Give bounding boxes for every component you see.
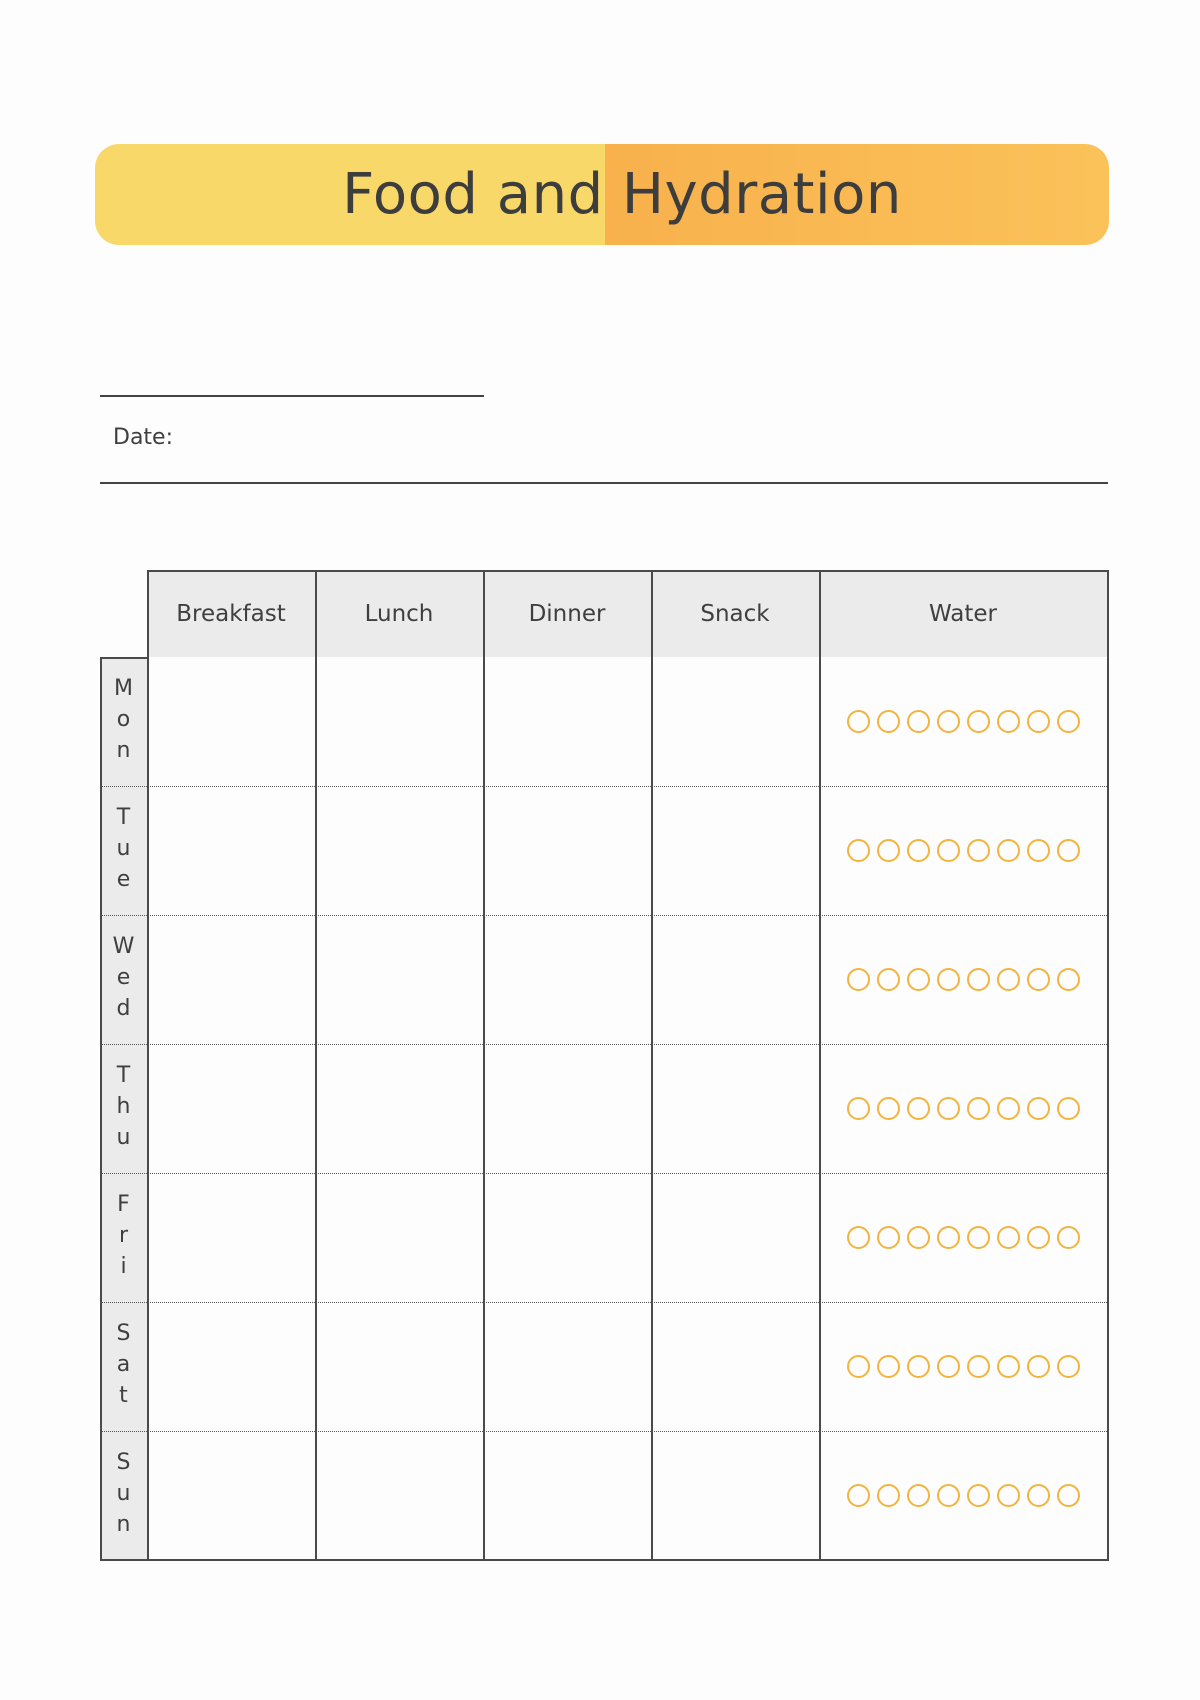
water-circle-icon[interactable] xyxy=(1027,968,1050,991)
water-circle-icon[interactable] xyxy=(847,968,870,991)
water-circle-icon[interactable] xyxy=(1027,710,1050,733)
title-banner xyxy=(95,144,1109,245)
day-letter: T xyxy=(116,805,131,830)
meal-cell-lunch-mon[interactable] xyxy=(317,659,481,784)
water-circle-icon[interactable] xyxy=(1057,1097,1080,1120)
day-letter: u xyxy=(116,1125,131,1150)
meal-cell-breakfast-tue[interactable] xyxy=(149,788,313,913)
meal-cell-breakfast-sat[interactable] xyxy=(149,1304,313,1429)
water-circle-icon[interactable] xyxy=(967,1097,990,1120)
day-letter: a xyxy=(116,1352,131,1377)
day-letter: M xyxy=(114,676,133,701)
name-line[interactable] xyxy=(100,395,484,397)
water-circle-icon[interactable] xyxy=(937,839,960,862)
day-letter: r xyxy=(118,1223,129,1248)
water-circle-icon[interactable] xyxy=(1027,1226,1050,1249)
meal-cell-breakfast-sun[interactable] xyxy=(149,1433,313,1558)
day-letter: n xyxy=(116,1512,131,1537)
day-letter: u xyxy=(116,836,131,861)
water-circle-icon[interactable] xyxy=(847,1097,870,1120)
water-circle-icon[interactable] xyxy=(877,1484,900,1507)
water-circle-icon[interactable] xyxy=(1057,1226,1080,1249)
water-circle-icon[interactable] xyxy=(1057,710,1080,733)
water-circle-icon[interactable] xyxy=(877,839,900,862)
water-circle-icon[interactable] xyxy=(847,1226,870,1249)
water-circle-icon[interactable] xyxy=(967,1484,990,1507)
water-tracker-sat xyxy=(847,1355,1080,1378)
day-letter: F xyxy=(117,1192,130,1217)
column-header-lunch: Lunch xyxy=(364,600,434,627)
meal-cell-dinner-sat[interactable] xyxy=(485,1304,649,1429)
water-circle-icon[interactable] xyxy=(997,1484,1020,1507)
water-circle-icon[interactable] xyxy=(907,710,930,733)
water-circle-icon[interactable] xyxy=(937,968,960,991)
water-circle-icon[interactable] xyxy=(997,1226,1020,1249)
row-divider xyxy=(100,786,1107,787)
day-letter: S xyxy=(116,1321,131,1346)
water-circle-icon[interactable] xyxy=(877,710,900,733)
table-vline xyxy=(1107,570,1109,1559)
day-label-mon xyxy=(100,673,147,766)
day-label-thu xyxy=(100,1060,147,1153)
meal-cell-snack-fri[interactable] xyxy=(653,1175,817,1300)
water-circle-icon[interactable] xyxy=(1057,1355,1080,1378)
date-label: Date: xyxy=(113,425,173,450)
water-circle-icon[interactable] xyxy=(967,839,990,862)
meal-cell-breakfast-fri[interactable] xyxy=(149,1175,313,1300)
meal-cell-lunch-fri[interactable] xyxy=(317,1175,481,1300)
water-circle-icon[interactable] xyxy=(847,1484,870,1507)
meal-cell-dinner-tue[interactable] xyxy=(485,788,649,913)
water-circle-icon[interactable] xyxy=(907,1226,930,1249)
water-circle-icon[interactable] xyxy=(877,1097,900,1120)
meal-cell-dinner-sun[interactable] xyxy=(485,1433,649,1558)
water-circle-icon[interactable] xyxy=(1057,839,1080,862)
water-circle-icon[interactable] xyxy=(967,710,990,733)
water-circle-icon[interactable] xyxy=(997,968,1020,991)
page-title: Food and Hydration xyxy=(342,162,902,227)
meal-cell-lunch-sat[interactable] xyxy=(317,1304,481,1429)
water-circle-icon[interactable] xyxy=(967,1226,990,1249)
meal-cell-lunch-tue[interactable] xyxy=(317,788,481,913)
water-circle-icon[interactable] xyxy=(1057,1484,1080,1507)
row-divider xyxy=(100,1431,1107,1432)
water-tracker-wed xyxy=(847,968,1080,991)
day-label-sat xyxy=(100,1318,147,1411)
column-header-snack: Snack xyxy=(700,600,770,627)
water-circle-icon[interactable] xyxy=(1027,1097,1050,1120)
water-circle-icon[interactable] xyxy=(847,710,870,733)
meal-cell-dinner-fri[interactable] xyxy=(485,1175,649,1300)
day-letter: e xyxy=(116,867,131,892)
meal-cell-dinner-thu[interactable] xyxy=(485,1046,649,1171)
water-circle-icon[interactable] xyxy=(997,710,1020,733)
day-letter: W xyxy=(112,934,135,959)
water-circle-icon[interactable] xyxy=(847,1355,870,1378)
table-hline xyxy=(100,1559,1109,1561)
water-circle-icon[interactable] xyxy=(937,710,960,733)
meal-cell-lunch-sun[interactable] xyxy=(317,1433,481,1558)
meal-cell-snack-sat[interactable] xyxy=(653,1304,817,1429)
row-divider xyxy=(100,1044,1107,1045)
water-circle-icon[interactable] xyxy=(847,839,870,862)
water-circle-icon[interactable] xyxy=(907,1097,930,1120)
meal-cell-snack-wed[interactable] xyxy=(653,917,817,1042)
water-circle-icon[interactable] xyxy=(937,1484,960,1507)
meal-cell-snack-sun[interactable] xyxy=(653,1433,817,1558)
day-letter: e xyxy=(116,965,131,990)
meal-cell-snack-thu[interactable] xyxy=(653,1046,817,1171)
table-hline xyxy=(100,657,147,659)
water-circle-icon[interactable] xyxy=(937,1355,960,1378)
water-circle-icon[interactable] xyxy=(907,839,930,862)
water-circle-icon[interactable] xyxy=(1027,1484,1050,1507)
meal-cell-snack-tue[interactable] xyxy=(653,788,817,913)
water-circle-icon[interactable] xyxy=(877,1355,900,1378)
meal-cell-snack-mon[interactable] xyxy=(653,659,817,784)
meal-cell-breakfast-thu[interactable] xyxy=(149,1046,313,1171)
day-letter: T xyxy=(116,1063,131,1088)
water-tracker-fri xyxy=(847,1226,1080,1249)
water-circle-icon[interactable] xyxy=(967,968,990,991)
date-line[interactable] xyxy=(100,482,1108,484)
day-label-sun xyxy=(100,1447,147,1540)
water-circle-icon[interactable] xyxy=(877,968,900,991)
row-divider xyxy=(100,915,1107,916)
water-circle-icon[interactable] xyxy=(877,1226,900,1249)
water-circle-icon[interactable] xyxy=(937,1097,960,1120)
row-divider xyxy=(100,1173,1107,1174)
column-header-water: Water xyxy=(929,600,997,627)
water-circle-icon[interactable] xyxy=(967,1355,990,1378)
meal-cell-breakfast-wed[interactable] xyxy=(149,917,313,1042)
day-label-fri xyxy=(100,1189,147,1282)
day-label-wed xyxy=(100,931,147,1024)
water-circle-icon[interactable] xyxy=(997,839,1020,862)
day-letter: i xyxy=(120,1254,127,1279)
water-circle-icon[interactable] xyxy=(907,968,930,991)
day-letter: S xyxy=(116,1450,131,1475)
meal-cell-dinner-wed[interactable] xyxy=(485,917,649,1042)
water-circle-icon[interactable] xyxy=(1027,839,1050,862)
day-label-tue xyxy=(100,802,147,895)
water-circle-icon[interactable] xyxy=(997,1355,1020,1378)
day-letter: n xyxy=(116,738,131,763)
day-letter: u xyxy=(116,1481,131,1506)
meal-cell-breakfast-mon[interactable] xyxy=(149,659,313,784)
water-circle-icon[interactable] xyxy=(907,1355,930,1378)
column-header-dinner: Dinner xyxy=(528,600,606,627)
water-circle-icon[interactable] xyxy=(997,1097,1020,1120)
water-circle-icon[interactable] xyxy=(1027,1355,1050,1378)
day-letter: h xyxy=(116,1094,131,1119)
table-vline xyxy=(819,570,821,1559)
water-circle-icon[interactable] xyxy=(907,1484,930,1507)
column-header-breakfast: Breakfast xyxy=(176,600,286,627)
day-letter: d xyxy=(116,996,131,1021)
day-letter: o xyxy=(116,707,131,732)
water-tracker-sun xyxy=(847,1484,1080,1507)
meal-cell-dinner-mon[interactable] xyxy=(485,659,649,784)
meal-cell-lunch-thu[interactable] xyxy=(317,1046,481,1171)
water-tracker-thu xyxy=(847,1097,1080,1120)
row-divider xyxy=(100,1302,1107,1303)
meal-cell-lunch-wed[interactable] xyxy=(317,917,481,1042)
water-tracker-mon xyxy=(847,710,1080,733)
water-circle-icon[interactable] xyxy=(1057,968,1080,991)
water-circle-icon[interactable] xyxy=(937,1226,960,1249)
water-tracker-tue xyxy=(847,839,1080,862)
day-letter: t xyxy=(119,1383,128,1408)
